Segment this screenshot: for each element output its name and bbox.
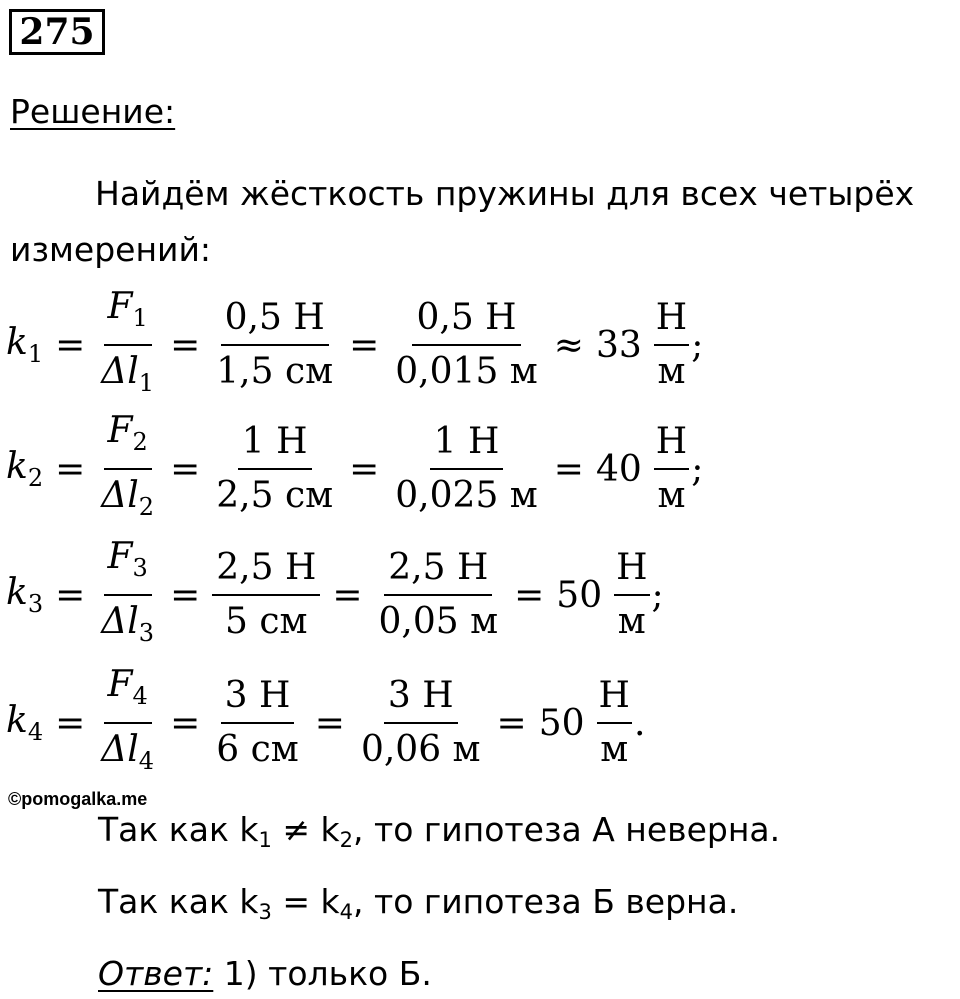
- k-symbol: $k_3$: [6, 572, 44, 618]
- fraction-numerator: 0,5 Н: [412, 294, 520, 346]
- fraction-cm: [212, 672, 303, 774]
- task-number: 275: [9, 9, 105, 55]
- result-value: 50: [538, 702, 585, 744]
- k-symbol: $k_4$: [6, 700, 44, 746]
- unit-numerator: Н: [654, 294, 689, 346]
- equals-sign: =: [55, 702, 86, 744]
- fraction-numerator: 1 Н: [430, 418, 504, 470]
- equals-sign: =: [349, 324, 380, 366]
- fraction-denominator: 2,5 см: [216, 475, 334, 516]
- unit-denominator: м: [617, 601, 646, 642]
- fraction-m: [357, 672, 485, 774]
- equals-sign: =: [55, 448, 86, 490]
- fraction-denominator: 6 см: [216, 729, 299, 770]
- relation-sign: =: [514, 574, 545, 616]
- elongation-symbol: $\Delta l_3$: [101, 601, 155, 647]
- fraction-numerator: 3 Н: [384, 672, 458, 724]
- fraction-m: [375, 544, 503, 646]
- conclusion-hypothesis-b: Так как $k_3 = k_4$, то гипотеза Б верна.: [98, 882, 739, 924]
- end-punctuation: ;: [651, 574, 664, 616]
- relation-sign: =: [496, 702, 527, 744]
- intro-text: Найдём жёсткость пружины для всех четырёх измерений:: [10, 174, 915, 269]
- equals-sign: =: [170, 574, 201, 616]
- elongation-symbol: $\Delta l_4$: [101, 729, 155, 775]
- conclusion-hypothesis-a: Так как $k_1 \ne k_2$, то гипотеза А неверна.: [98, 810, 781, 852]
- force-symbol: $F_2$: [104, 407, 152, 470]
- answer-line: [98, 952, 432, 996]
- force-symbol: $F_1$: [104, 283, 152, 346]
- fraction-numerator: 2,5 Н: [212, 544, 320, 596]
- end-punctuation: ;: [691, 324, 704, 366]
- unit-denominator: м: [600, 729, 629, 770]
- fraction-cm: [212, 544, 320, 646]
- fraction-cm: [212, 294, 337, 396]
- formula-row-3: [6, 536, 664, 650]
- elongation-symbol: $\Delta l_2$: [101, 475, 155, 521]
- formula-row-2: [6, 410, 704, 524]
- unit-denominator: м: [657, 351, 686, 392]
- fraction-denominator: 0,025 м: [395, 475, 538, 516]
- k-symbol: $k_1$: [6, 322, 44, 368]
- fraction-numerator: 0,5 Н: [221, 294, 329, 346]
- fraction-denominator: 5 см: [225, 601, 308, 642]
- equals-sign: =: [332, 574, 363, 616]
- equals-sign: =: [170, 702, 201, 744]
- result-value: 50: [556, 574, 603, 616]
- answer-text: 1) только Б.: [213, 954, 432, 993]
- unit-numerator: Н: [654, 418, 689, 470]
- fraction-numerator: 3 Н: [221, 672, 295, 724]
- end-punctuation: .: [633, 702, 646, 744]
- force-symbol: $F_3$: [104, 533, 152, 596]
- force-over-elongation: [97, 407, 158, 531]
- force-over-elongation: [97, 283, 158, 407]
- result-value: 33: [595, 324, 642, 366]
- fraction-denominator: 0,015 м: [395, 351, 538, 392]
- solution-heading: Решение:: [10, 92, 176, 131]
- unit-fraction: [614, 544, 649, 646]
- fraction-m: [391, 418, 542, 520]
- force-over-elongation: [97, 533, 158, 657]
- fraction-denominator: 0,06 м: [360, 729, 481, 770]
- fraction-denominator: 0,05 м: [378, 601, 499, 642]
- end-punctuation: ;: [691, 448, 704, 490]
- unit-fraction: [654, 294, 689, 396]
- watermark: ©pomogalka.me: [8, 789, 148, 809]
- relation-sign: =: [553, 448, 584, 490]
- fraction-cm: [212, 418, 337, 520]
- equals-sign: =: [170, 448, 201, 490]
- equals-sign: =: [314, 702, 345, 744]
- elongation-symbol: $\Delta l_1$: [101, 351, 155, 397]
- fraction-numerator: 1 Н: [238, 418, 312, 470]
- formula-row-4: [6, 664, 646, 778]
- force-symbol: $F_4$: [104, 661, 152, 724]
- result-value: 40: [595, 448, 642, 490]
- fraction-m: [391, 294, 542, 396]
- unit-fraction: [654, 418, 689, 520]
- formula-row-1: [6, 286, 704, 400]
- fraction-denominator: 1,5 см: [216, 351, 334, 392]
- relation-sign: ≈: [553, 324, 584, 366]
- unit-denominator: м: [657, 475, 686, 516]
- equals-sign: =: [55, 324, 86, 366]
- answer-label: Ответ:: [98, 954, 214, 993]
- unit-numerator: Н: [614, 544, 649, 596]
- fraction-numerator: 2,5 Н: [384, 544, 492, 596]
- k-symbol: $k_2$: [6, 446, 44, 492]
- equals-sign: =: [349, 448, 380, 490]
- unit-numerator: Н: [597, 672, 632, 724]
- force-over-elongation: [97, 661, 158, 785]
- equals-sign: =: [170, 324, 201, 366]
- unit-fraction: [597, 672, 632, 774]
- equals-sign: =: [55, 574, 86, 616]
